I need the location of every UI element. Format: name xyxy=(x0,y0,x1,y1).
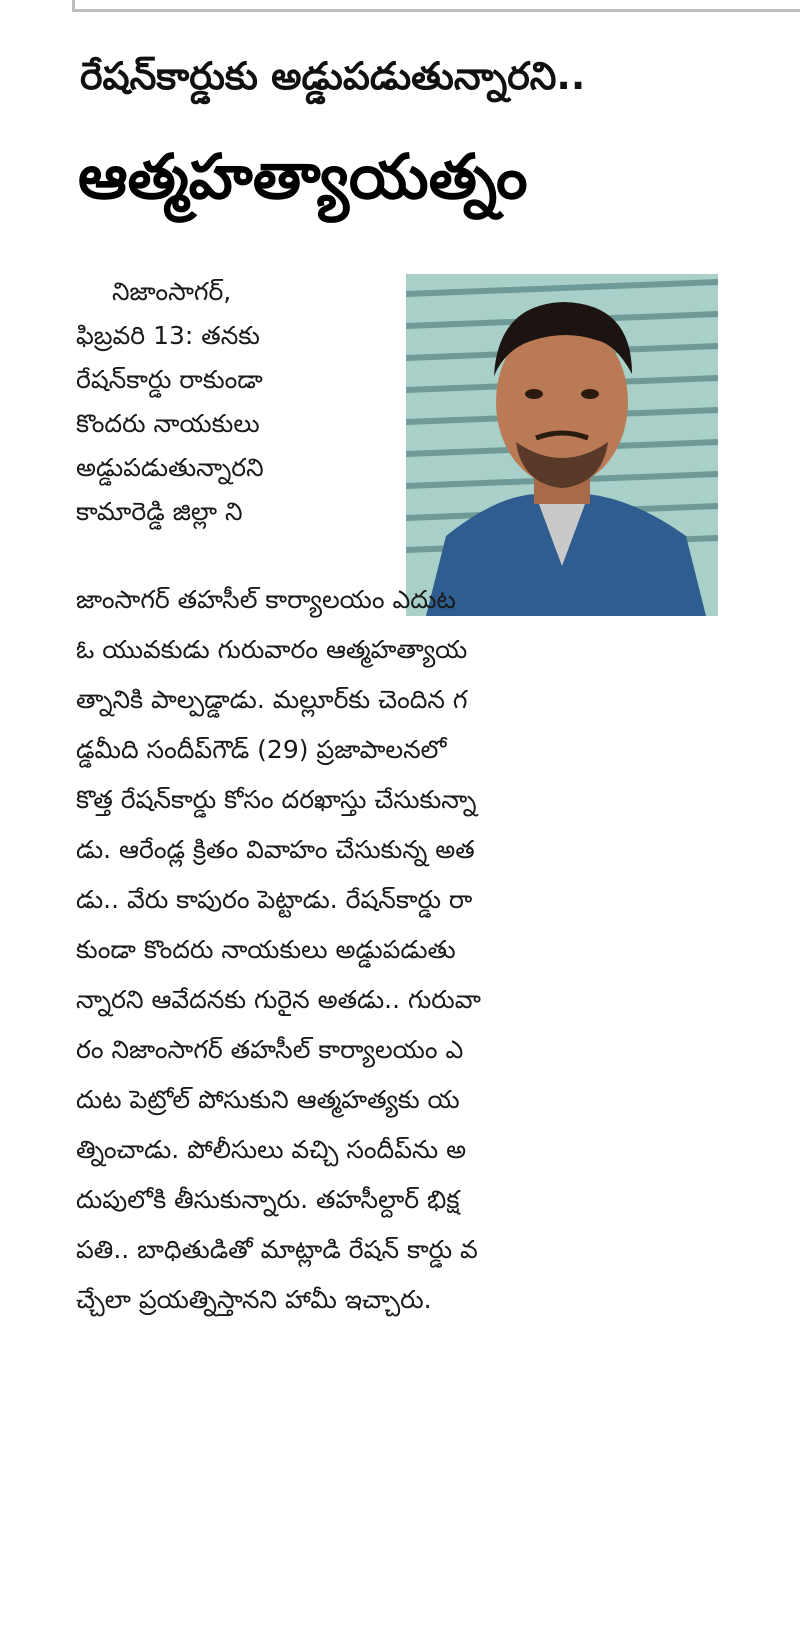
portrait-illustration xyxy=(406,274,718,616)
body-line: కొత్త రేషన్‌కార్డు కోసం దరఖాస్తు చేసుకున్నా xyxy=(76,785,477,814)
body-line: డ్డమీది సందీప్‌గౌడ్ (29) ప్రజాపాలనలో xyxy=(76,735,447,764)
body-line: న్నారని ఆవేదనకు గురైన అతడు.. గురువా xyxy=(76,985,481,1014)
body-line: రం నిజాంసాగర్ తహసీల్ కార్యాలయం ఎ xyxy=(76,1035,464,1064)
article-kicker: రేషన్‌కార్డుకు అడ్డుపడుతున్నారని.. xyxy=(80,54,586,98)
intro-line: రేషన్‌కార్డు రాకుండా xyxy=(76,365,263,394)
top-border-rule xyxy=(72,0,800,12)
article-headline: ఆత్మహత్యాయత్నం xyxy=(78,140,528,213)
intro-line: కామారెడ్డి జిల్లా ని xyxy=(76,497,243,526)
body-line: త్నించాడు. పోలీసులు వచ్చి సందీప్‌ను అ xyxy=(76,1135,467,1164)
body-line: డు.. వేరు కాపురం పెట్టాడు. రేషన్‌కార్డు రా xyxy=(76,885,473,914)
body-line: దుపులోకి తీసుకున్నారు. తహసీల్దార్ భిక్ష xyxy=(76,1185,460,1214)
body-line: ఓ యువకుడు గురువారం ఆత్మహత్యాయ xyxy=(76,635,468,664)
dateline: నిజాంసాగర్, xyxy=(112,277,232,306)
body-line: చ్చేలా ప్రయత్నిస్తానని హామీ ఇచ్చారు. xyxy=(76,1285,432,1314)
body-line: దుట పెట్రోల్ పోసుకుని ఆత్మహత్యకు య xyxy=(76,1085,460,1114)
intro-line: అడ్డుపడుతున్నారని xyxy=(76,453,264,482)
body-line: కుండా కొందరు నాయకులు అడ్డుపడుతు xyxy=(76,935,456,964)
article-photo xyxy=(406,274,718,616)
intro-line: కొందరు నాయకులు xyxy=(76,409,260,438)
body-line: పతి.. బాధితుడితో మాట్లాడి రేషన్ కార్డు వ xyxy=(76,1235,478,1264)
body-line: డు. ఆరేండ్ల క్రితం వివాహం చేసుకున్న అత xyxy=(76,835,475,864)
body-line: జాంసాగర్ తహసీల్ కార్యాలయం ఎదుట xyxy=(76,585,456,614)
body-line: త్నానికి పాల్పడ్డాడు. మల్లూర్‌కు చెందిన గ xyxy=(76,685,468,714)
intro-line: ఫిబ్రవరి 13: తనకు xyxy=(76,321,260,350)
